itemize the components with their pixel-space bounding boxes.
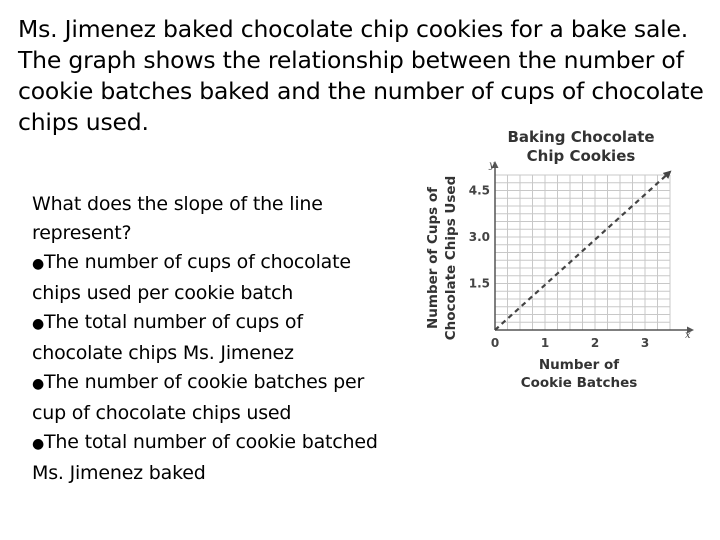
x-tick-label: 2 bbox=[590, 336, 600, 350]
y-axis-letter: y bbox=[489, 160, 495, 171]
baking-chart bbox=[405, 120, 715, 400]
answer-option-3: ● The number of cookie batches per cup of chocolate chips used bbox=[32, 368, 392, 428]
chart-title-line-2: Chip Cookies bbox=[526, 147, 636, 165]
y-tick-label: 3.0 bbox=[468, 230, 490, 244]
y-tick-label: 4.5 bbox=[468, 183, 490, 198]
y-axis-label-line-2: Chocolate Chips Used bbox=[443, 175, 459, 341]
chart-axes bbox=[495, 163, 692, 330]
prompt-question: What does the slope of the line represent? bbox=[32, 193, 323, 244]
answer-prompt bbox=[32, 190, 392, 488]
x-axis-label-line-1: Number of bbox=[538, 357, 620, 373]
chart-title-line-1: Baking Chocolate bbox=[507, 128, 655, 146]
answer-option-4: ● The total number of cookie batched Ms. Jimenez baked bbox=[32, 428, 392, 488]
x-tick-label: 1 bbox=[540, 336, 550, 350]
x-tick-label: 0 bbox=[490, 336, 500, 350]
x-tick-label: 3 bbox=[640, 336, 650, 350]
x-axis-letter: x bbox=[685, 330, 691, 341]
y-axis-label-line-1: Number of Cups of bbox=[425, 186, 441, 330]
question-text: Ms. Jimenez baked chocolate chip cookies for a bake sale. The graph shows the relationship between the number of cookie batches baked and the number of cups of chocolate chips used. bbox=[18, 15, 704, 136]
chart-ticks bbox=[469, 184, 649, 351]
y-tick-label: 1.5 bbox=[468, 276, 490, 291]
answer-option-1: ● The number of cups of chocolate chips used per cookie batch bbox=[32, 248, 392, 308]
chart-grid bbox=[495, 175, 670, 330]
chart-svg bbox=[405, 120, 715, 400]
answer-option-2: ● The total number of cups of chocolate chips Ms. Jimenez bbox=[32, 308, 392, 368]
x-axis-label-line-2: Cookie Batches bbox=[520, 375, 638, 391]
